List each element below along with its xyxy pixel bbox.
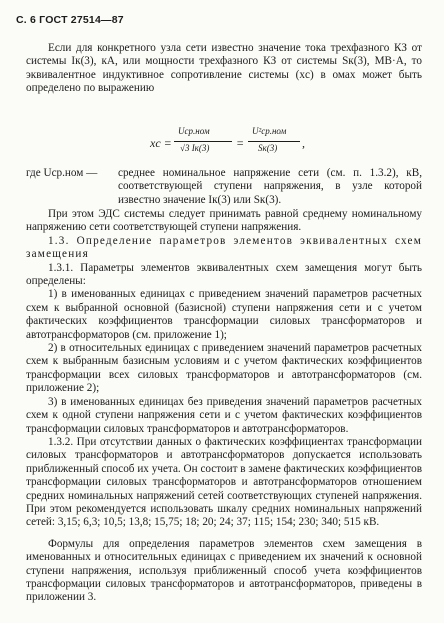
paragraph-emf: При этом ЭДС системы следует принимать равной среднему номинальному напряжению сети соответствующей ступени напряжения. bbox=[26, 208, 422, 234]
formula-den2: Sк(3) bbox=[258, 143, 278, 153]
list-item-1: 1) в именованных единицах с приведением значений параметров расчетных схем к выбранной основной (базисной) ступени напряжения сети и с учетом фактических коэффициентов трансформации силовых трансформаторов и автотрансформаторов (см. приложение 1); bbox=[26, 288, 422, 341]
fraction-bar-2 bbox=[248, 141, 300, 142]
list-item-3: 3) в именованных единицах без приведения значений параметров расчетных схем к одной ступени напряжения сети и с учетом фактических коэффициентов трансформации силовых трансформаторов и автотрансформаторов. bbox=[26, 395, 422, 435]
where-definition: среднее номинальное напряжение сети (см. п. 1.3.2), кВ, соответствующей ступени напряжения, в узле которой известно значение Iк(3) или Sк(3). bbox=[118, 167, 422, 206]
list-item-2: 2) в относительных единицах с приведением значений параметров расчетных схем к выбранным базисным условиям и с учетом фактических коэффициентов трансформации всех силовых трансформаторов и автотрансформаторов (см. приложение 2); bbox=[26, 342, 422, 395]
formula-num1: Uср.ном bbox=[178, 126, 210, 136]
formula-xc bbox=[0, 128, 444, 158]
where-term: где Uср.ном — bbox=[26, 167, 98, 179]
paragraph-1-3-2: 1.3.2. При отсутствии данных о фактических коэффициентах трансформации силовых трансформаторов и автотрансформаторов допускается использовать приближенный способ их учета. Он состоит в замене фактических коэффициентов трансформации силовых трансформаторов и автотрансформаторов отношением средних номинальных напряжений сетей соответствующих ступеней напряжения. При этом рекомендуется использовать шкалу средних номинальных напряжений сетей: 3,15; 6,3; 10,5; 13,8; 15,75; 18; 20; 24; 37; 115; 154; 230; 340; 515 кВ. bbox=[26, 435, 422, 529]
paragraph-1-3-1: 1.3.1. Параметры элементов эквивалентных схем замещения могут быть определены: bbox=[26, 261, 422, 288]
paragraph-formulas: Формулы для определения параметров элементов схем замещения в именованных и относительных единицах с приведением их значений к основной ступени напряжения, используя приближенный способ учета коэффициентов трансформации силовых трансформаторов и автотрансформаторов, приведены в приложении 3. bbox=[26, 537, 422, 604]
intro-block bbox=[26, 42, 422, 96]
page-header: С. 6 ГОСТ 27514—87 bbox=[16, 14, 124, 26]
formula-tail: , bbox=[302, 136, 305, 150]
formula-lhs: xc = bbox=[150, 136, 172, 150]
formula-num2: U²ср.ном bbox=[252, 126, 287, 136]
paragraph-intro: Если для конкретного узла сети известно значение тока трехфазного КЗ от системы Iк(3), кА, или мощности трехфазного КЗ от системы Sк(3), МВ·А, то эквивалентное индуктивное сопротивление системы (xc) в омах может быть определено по выражению bbox=[26, 42, 422, 95]
fraction-bar-1 bbox=[174, 141, 232, 142]
formula-equals: = bbox=[236, 136, 245, 150]
formula-den1: √3 Iк(3) bbox=[180, 143, 210, 153]
section-heading-1-3: 1.3. Определение параметров элементов эквивалентных схем замещения bbox=[26, 234, 422, 261]
body-block bbox=[26, 208, 422, 605]
